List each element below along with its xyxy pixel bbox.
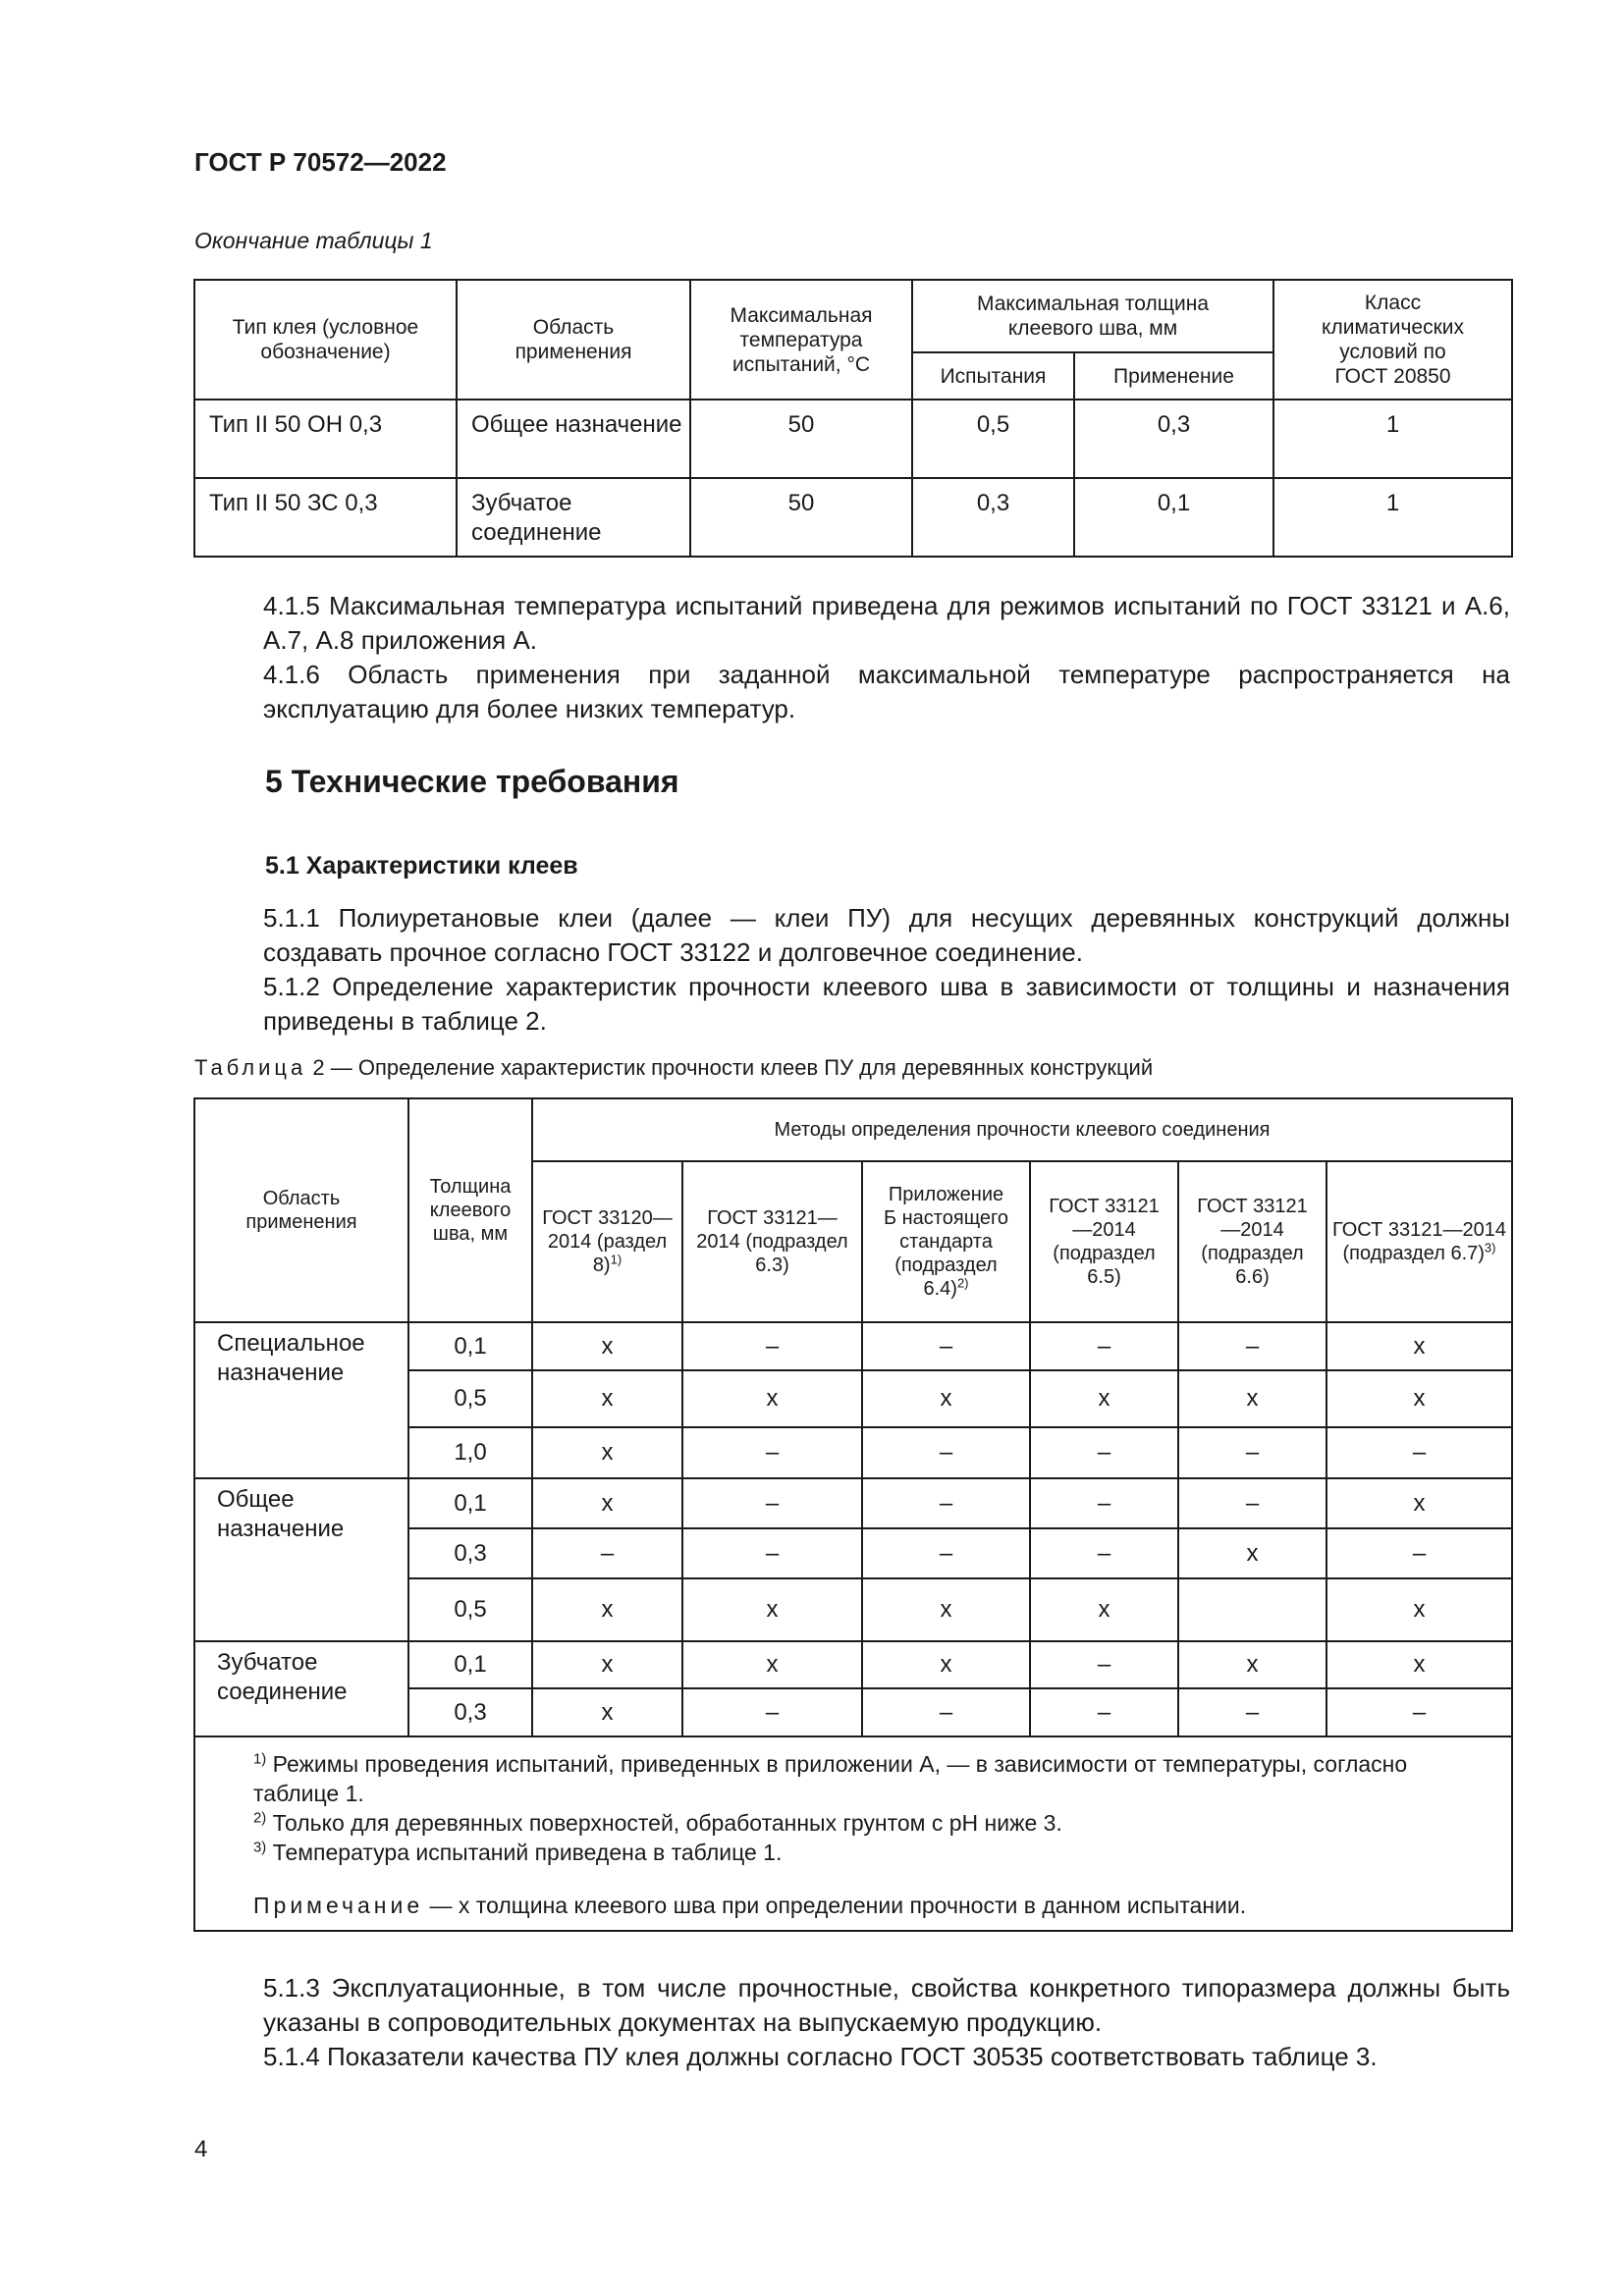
t2-cell-thickness: 0,1 <box>408 1478 532 1528</box>
t2-cell-value: – <box>862 1478 1030 1528</box>
paragraph-5-1-2: 5.1.2 Определение характеристик прочности клеевого шва в зависимости от толщины и назначения приведены в таблице 2. <box>263 972 1510 1036</box>
t1-cell-type: Тип II 50 ОН 0,3 <box>194 400 457 478</box>
t2-cell-value: x <box>1326 1478 1512 1528</box>
t1-cell-type: Тип II 50 ЗС 0,3 <box>194 478 457 557</box>
t2-cell-value: x <box>862 1578 1030 1641</box>
t2-cell-value: x <box>1178 1641 1326 1688</box>
t2-cell-value: x <box>532 1427 682 1478</box>
t2-cell-value: – <box>682 1427 862 1478</box>
t2-cell-value: x <box>1030 1578 1178 1641</box>
t2-header-m5: ГОСТ 33121—2014 (подраздел 6.6) <box>1178 1161 1326 1322</box>
table-row <box>194 400 1512 478</box>
t2-cell-value: x <box>682 1370 862 1427</box>
standard-code-header: ГОСТ Р 70572—2022 <box>194 147 447 177</box>
t1-header-max-thickness: Максимальная толщина клеевого шва, мм <box>912 280 1273 352</box>
t2-cell-value: x <box>862 1370 1030 1427</box>
t2-cell-area: Общее назначение <box>194 1478 408 1641</box>
t2-cell-thickness: 0,3 <box>408 1528 532 1578</box>
t2-header-m2: ГОСТ 33121—2014 (подраздел 6.3) <box>682 1161 862 1322</box>
t1-header-climate: Класс климатических условий по ГОСТ 20850 <box>1273 280 1512 400</box>
t2-cell-thickness: 0,5 <box>408 1370 532 1427</box>
table2-caption: Таблица 2 — Определение характеристик прочности клеев ПУ для деревянных конструкций <box>194 1055 1154 1080</box>
t2-cell-value: x <box>1030 1370 1178 1427</box>
t2-cell-value: – <box>1030 1322 1178 1370</box>
t2-cell-value: – <box>1326 1427 1512 1478</box>
t2-cell-value: – <box>1030 1427 1178 1478</box>
t2-cell-value: – <box>1178 1427 1326 1478</box>
section-5-title: 5 Технические требования <box>265 764 679 799</box>
t2-cell-value: – <box>1178 1478 1326 1528</box>
t1-cell-test: 0,5 <box>912 400 1074 478</box>
t1-header-type: Тип клея (условное обозначение) <box>194 280 457 400</box>
table-row <box>194 1641 1512 1688</box>
t2-header-methods: Методы определения прочности клеевого соединения <box>532 1098 1512 1161</box>
table2-footnotes <box>194 1736 1512 1931</box>
t2-header-m1: ГОСТ 33120—2014 (раздел 8)$^{1)}$ <box>532 1161 682 1322</box>
t2-cell-value: – <box>682 1322 862 1370</box>
t2-cell-thickness: 0,1 <box>408 1641 532 1688</box>
t1-cell-app: 0,3 <box>1074 400 1273 478</box>
t2-cell-area: Специальное назначение <box>194 1322 408 1478</box>
t2-cell-value: x <box>862 1641 1030 1688</box>
t2-cell-value <box>1178 1578 1326 1641</box>
t2-cell-area: Зубчатое соединение <box>194 1641 408 1736</box>
t2-cell-value: x <box>532 1578 682 1641</box>
t2-cell-value: – <box>682 1528 862 1578</box>
table-row <box>194 1478 1512 1528</box>
t2-cell-thickness: 0,3 <box>408 1688 532 1736</box>
t1-cell-area: Зубчатое соединение <box>457 478 690 557</box>
t1-cell-temp: 50 <box>690 400 912 478</box>
t2-cell-value: – <box>1326 1688 1512 1736</box>
paragraph-5-1-4: 5.1.4 Показатели качества ПУ клея должны согласно ГОСТ 30535 соответствовать таблице 3. <box>263 2042 1378 2071</box>
t2-cell-value: x <box>682 1578 862 1641</box>
t2-cell-value: x <box>532 1478 682 1528</box>
t2-header-thickness: Толщина клеевого шва, мм <box>408 1098 532 1322</box>
table-row <box>194 1322 1512 1370</box>
t2-cell-thickness: 0,1 <box>408 1322 532 1370</box>
t2-cell-value: x <box>1178 1370 1326 1427</box>
footnote-3: $^{3)}$ Температура испытаний приведена в таблице 1. <box>253 1839 783 1865</box>
t2-header-m6: ГОСТ 33121—2014 (подраздел 6.7)$^{3)}$ <box>1326 1161 1512 1322</box>
t2-header-m3: Приложение Б настоящего стандарта (подраздел 6.4)$^{2)}$ <box>862 1161 1030 1322</box>
t2-cell-value: – <box>682 1688 862 1736</box>
t2-cell-value: x <box>1326 1370 1512 1427</box>
footnote-1: $^{1)}$ Режимы проведения испытаний, приведенных в приложении А, — в зависимости от температуры, согласно таблице 1. <box>253 1750 1408 1806</box>
t2-cell-value: – <box>862 1528 1030 1578</box>
paragraph-4-1-6: 4.1.6 Область применения при заданной максимальной температуре распространяется на эксплуатацию для более низких температур. <box>263 660 1510 723</box>
t2-cell-value: x <box>532 1322 682 1370</box>
table-2 <box>193 1097 1513 1932</box>
t2-cell-value: – <box>862 1322 1030 1370</box>
t1-cell-app: 0,1 <box>1074 478 1273 557</box>
t2-cell-value: x <box>1178 1528 1326 1578</box>
t2-cell-value: – <box>1178 1322 1326 1370</box>
t1-cell-temp: 50 <box>690 478 912 557</box>
t2-cell-value: – <box>1030 1528 1178 1578</box>
paragraph-5-1-1: 5.1.1 Полиуретановые клеи (далее — клеи ПУ) для несущих деревянных конструкций должны создавать прочное согласно ГОСТ 33122 и долговечное соединение. <box>263 903 1510 967</box>
t2-cell-value: – <box>862 1427 1030 1478</box>
t2-cell-value: x <box>532 1641 682 1688</box>
t1-cell-climate: 1 <box>1273 478 1512 557</box>
footnote-2: $^{2)}$ Только для деревянных поверхностей, обработанных грунтом с рН ниже 3. <box>253 1809 1062 1836</box>
t2-cell-value: x <box>1326 1641 1512 1688</box>
t2-header-area: Область применения <box>194 1098 408 1322</box>
t1-header-testing: Испытания <box>912 352 1074 400</box>
paragraph-4-1-5: 4.1.5 Максимальная температура испытаний приведена для режимов испытаний по ГОСТ 33121 и А.6, А.7, А.8 приложения А. <box>263 591 1510 655</box>
t2-cell-value: x <box>1326 1578 1512 1641</box>
t2-header-m4: ГОСТ 33121—2014 (подраздел 6.5) <box>1030 1161 1178 1322</box>
t1-header-application: Применение <box>1074 352 1273 400</box>
t1-header-area: Область применения <box>457 280 690 400</box>
t2-cell-value: – <box>1030 1478 1178 1528</box>
t1-header-max-temp: Максимальная температура испытаний, °С <box>690 280 912 400</box>
table1-continuation-caption: Окончание таблицы 1 <box>194 228 433 253</box>
t2-cell-value: x <box>1326 1322 1512 1370</box>
t2-cell-value: – <box>862 1688 1030 1736</box>
t2-cell-value: x <box>682 1641 862 1688</box>
table-1 <box>193 279 1513 558</box>
page-number: 4 <box>194 2136 208 2163</box>
t2-cell-value: – <box>532 1528 682 1578</box>
t2-cell-thickness: 0,5 <box>408 1578 532 1641</box>
t2-cell-value: x <box>532 1688 682 1736</box>
t1-cell-test: 0,3 <box>912 478 1074 557</box>
t2-cell-value: – <box>1178 1688 1326 1736</box>
t2-cell-value: – <box>1326 1528 1512 1578</box>
table-row <box>194 478 1512 557</box>
paragraph-5-1-3: 5.1.3 Эксплуатационные, в том числе прочностные, свойства конкретного типоразмера должны быть указаны в сопроводительных документах на выпускаемую продукцию. <box>263 1973 1510 2037</box>
subsection-5-1-title: 5.1 Характеристики клеев <box>265 852 578 880</box>
t2-cell-value: x <box>532 1370 682 1427</box>
table2-note: Примечание — x толщина клеевого шва при определении прочности в данном испытании. <box>253 1893 1247 1918</box>
t1-cell-area: Общее назначение <box>457 400 690 478</box>
t1-cell-climate: 1 <box>1273 400 1512 478</box>
t2-cell-value: – <box>1030 1688 1178 1736</box>
t2-cell-thickness: 1,0 <box>408 1427 532 1478</box>
t2-cell-value: – <box>1030 1641 1178 1688</box>
t2-cell-value: – <box>682 1478 862 1528</box>
